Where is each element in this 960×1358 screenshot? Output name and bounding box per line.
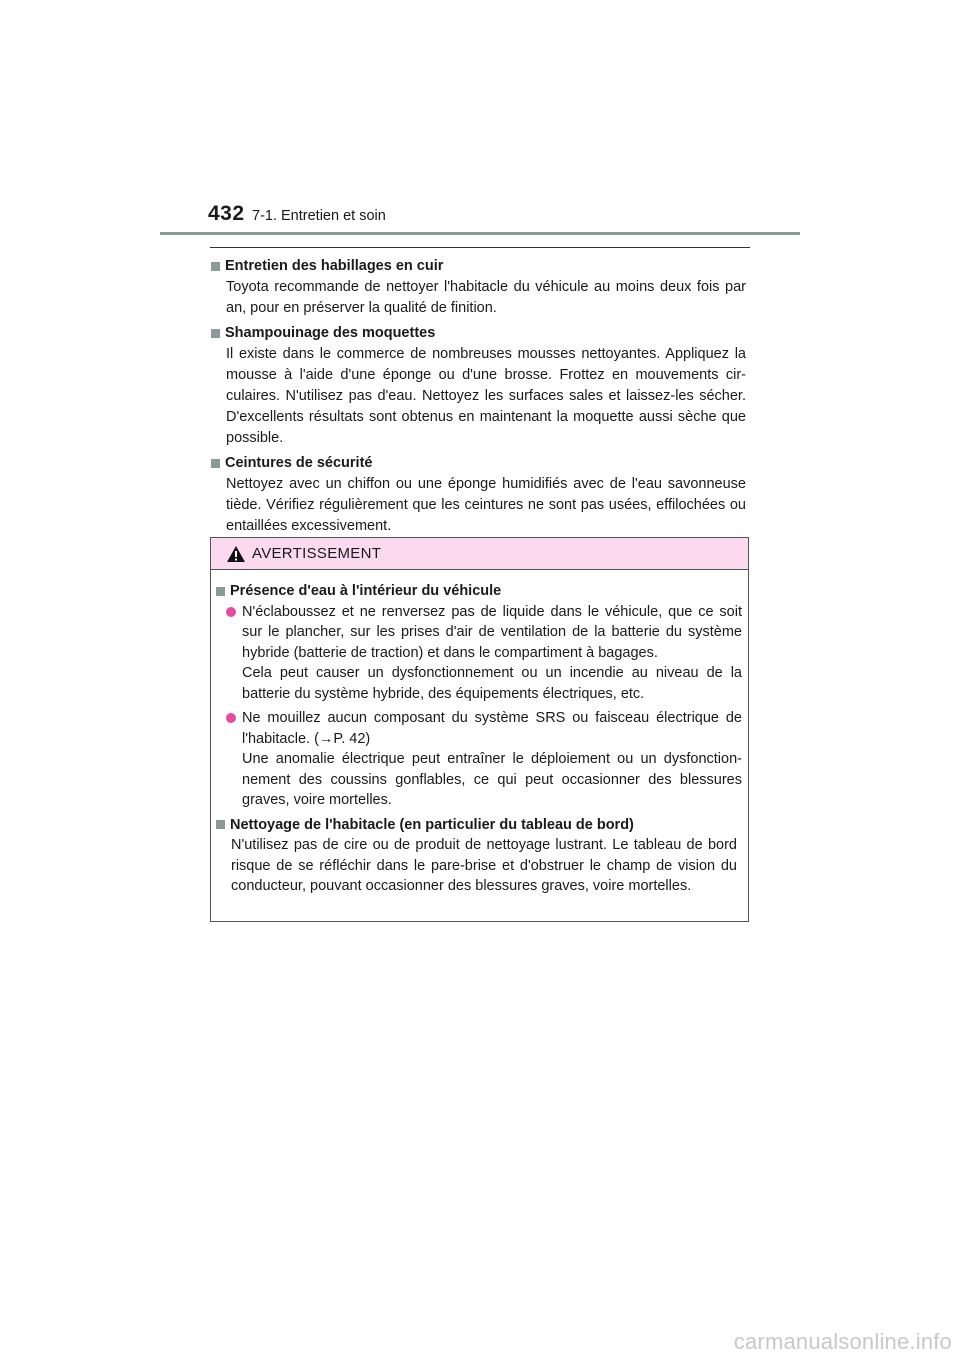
warning-section-body: N'utilisez pas de cire ou de produit de nettoyage lustrant. Le tableau de bord risque de se réfléchir dans le pare-brise et d'obstruer le champ de vision du conducteur, pouvant occasionner des blessures graves, voire mortelles. [231,837,737,894]
bullet-text: Une anomalie électrique peut entraîner le déploiement ou un dysfonction-nement des coussins gonflables, ce qui peut occasionner des blessures graves, voire mortelles. [242,751,742,808]
section-heading [210,323,746,344]
watermark: carmanualsonline.info [733,1329,952,1354]
warning-bullet [215,602,742,705]
warning-section-heading [215,815,742,836]
warning-section-title: Présence d'eau à l'intérieur du véhicule [230,583,502,599]
bullet-text: Cela peut causer un dysfonctionnement ou un incendie au niveau de la batterie du système hybride, des équipements électriques, etc. [242,665,742,702]
square-marker-icon [216,587,225,596]
warning-title: AVERTISSEMENT [252,545,382,562]
square-marker-icon [211,329,220,338]
section-title: Ceintures de sécurité [225,455,373,471]
warning-section-water [215,581,742,811]
header-rule [160,232,800,235]
section-heading [210,256,746,277]
section-heading [210,453,746,474]
warning-body [211,570,748,897]
square-marker-icon [211,262,220,271]
warning-bullet [215,708,742,811]
section-body: Nettoyez avec un chiffon ou une éponge humidifiés avec de l'eau savonneuse tiède. Vérifiez régulièrement que les ceintures ne sont pas usées, effilochées ou entaillées excessivement. [226,476,746,534]
section-seat-belts [210,453,746,537]
bullet-dot-icon [226,607,236,617]
content-top-rule [210,247,750,248]
warning-section-heading [215,581,742,602]
bullet-text: N'éclaboussez et ne renversez pas de liquide dans le véhicule, que ce soit sur le plancher, sur les prises d'air de ventilation de la batterie du système hybride (batterie de traction) et dans le compartiment à bagages. [242,603,742,661]
page-number: 432 [208,202,245,225]
section-carpet-shampoo [210,323,746,449]
square-marker-icon [216,820,225,829]
section-title: Shampouinage des moquettes [225,325,436,341]
chapter-title: 7-1. Entretien et soin [252,208,386,224]
section-leather-care [210,256,746,319]
bullet-text: Ne mouillez aucun composant du système SRS ou faisceau électrique de l'habitacle. (→P. 42) [242,710,742,747]
main-content [210,256,746,541]
square-marker-icon [211,459,220,468]
warning-section-dashboard [215,815,742,897]
section-body: Toyota recommande de nettoyer l'habitacle du véhicule au moins deux fois par an, pour en préserver la qualité de finition. [226,279,746,316]
warning-triangle-icon [226,545,246,563]
warning-section-title: Nettoyage de l'habitacle (en particulier du tableau de bord) [230,816,634,833]
section-title: Entretien des habillages en cuir [225,258,444,274]
warning-box [210,537,749,922]
bullet-dot-icon [226,713,236,723]
section-body: Il existe dans le commerce de nombreuses mousses nettoyantes. Appliquez la mousse à l'aide d'une éponge ou d'une brosse. Frottez en mouvements cir-culaires. N'utilisez pas d'eau. Nettoyez les surfaces sales et laissez-les sécher. D'excellents résultats sont obtenus en maintenant la moquette aussi sèche que possible. [226,346,746,446]
warning-header [211,538,748,570]
